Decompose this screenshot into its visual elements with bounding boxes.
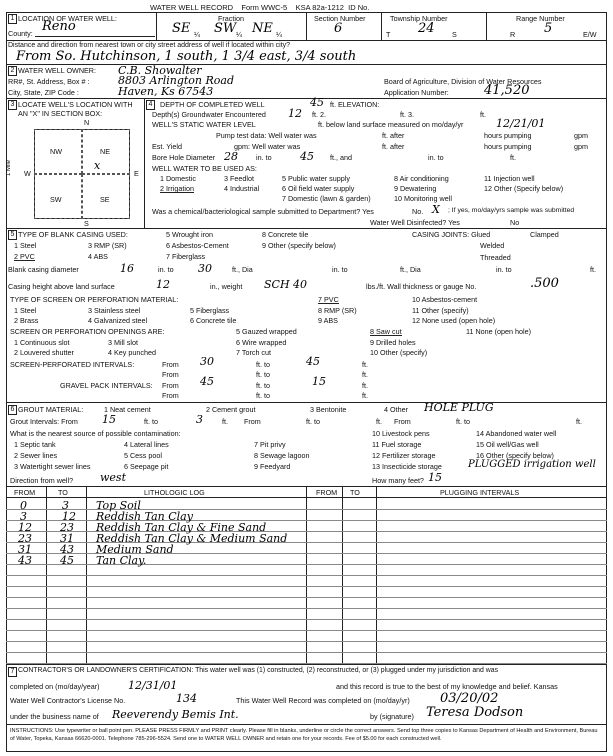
log-from: 0 bbox=[20, 499, 27, 512]
east-label: E bbox=[134, 169, 139, 178]
opening-key: 4 Key punched bbox=[108, 348, 156, 357]
divider bbox=[486, 12, 487, 40]
log-litho: Reddish Tan Clay & Fine Sand bbox=[96, 521, 267, 534]
license-value: 134 bbox=[176, 692, 197, 705]
township-prefix: T bbox=[386, 30, 391, 39]
city-value: Haven, Ks 67543 bbox=[118, 85, 214, 98]
log-from: 23 bbox=[18, 532, 32, 545]
divider bbox=[144, 98, 145, 228]
casing-rmp: 3 RMP (SR) bbox=[88, 241, 127, 250]
screen-asbestos: 10 Asbestos-cement bbox=[412, 295, 478, 304]
perf-ft-to: ft. to bbox=[256, 360, 270, 369]
opening-other: 10 Other (specify) bbox=[370, 348, 428, 357]
contam-livestock: 10 Livestock pens bbox=[372, 429, 430, 438]
static-label: WELL'S STATIC WATER LEVEL bbox=[152, 120, 256, 129]
contam-insecticide: 13 Insecticide storage bbox=[372, 462, 442, 471]
bore-ft2: ft. bbox=[510, 153, 516, 162]
screen-concrete: 6 Concrete tile bbox=[190, 316, 237, 325]
bore-ft: ft., and bbox=[330, 153, 352, 162]
height-label: Casing height above land surface bbox=[8, 282, 115, 291]
perf-to-value: 45 bbox=[306, 355, 320, 368]
opening-gauzed: 5 Gauzed wrapped bbox=[236, 327, 297, 336]
form-title: WATER WELL RECORD Form WWC-5 KSA 82a-1212 ID No. bbox=[150, 3, 370, 12]
log-to: 12 bbox=[62, 510, 76, 523]
grout-bentonite: 3 Bentonite bbox=[310, 405, 347, 414]
bore-label: Bore Hole Diameter bbox=[152, 153, 216, 162]
county-value: Reno bbox=[42, 19, 76, 34]
city-label: City, State, ZIP Code : bbox=[8, 88, 79, 97]
rule bbox=[6, 664, 607, 665]
yield-after: ft. after bbox=[382, 142, 405, 151]
use-irrigation: 2 Irrigation bbox=[160, 184, 194, 193]
township-label: Township Number bbox=[390, 14, 448, 23]
nw-label: NW bbox=[50, 147, 62, 156]
log-to-header: TO bbox=[58, 488, 68, 497]
blank-in-to: in. to bbox=[158, 265, 174, 274]
perf-ft-to-2: ft. to bbox=[256, 370, 270, 379]
direction-label: Direction from well? bbox=[10, 476, 74, 485]
rule bbox=[6, 402, 607, 403]
use-feedlot: 3 Feedlot bbox=[224, 174, 254, 183]
casing-abs: 4 ABS bbox=[88, 252, 108, 261]
township-value: 24 bbox=[418, 21, 435, 36]
disinfected-no: No bbox=[510, 218, 520, 227]
contam-watertight: 3 Watertight sewer lines bbox=[14, 462, 91, 471]
owner-label: WATER WELL OWNER: bbox=[18, 66, 96, 75]
north-label: N bbox=[84, 118, 90, 127]
weight-value: SCH 40 bbox=[264, 278, 308, 291]
use-industrial: 4 Industrial bbox=[224, 184, 260, 193]
contam-oilgas: 15 Oil well/Gas well bbox=[476, 440, 539, 449]
south-label: S bbox=[84, 219, 89, 228]
se-label: SE bbox=[100, 195, 110, 204]
joints-threaded: Threaded bbox=[480, 253, 511, 262]
grout-cement: 2 Cement grout bbox=[206, 405, 256, 414]
depth-unit: ft. ELEVATION: bbox=[330, 100, 380, 109]
sample-label: Was a chemical/bacteriological sample submitted to Department? Yes bbox=[152, 207, 374, 216]
county-underline bbox=[35, 36, 155, 37]
yield-label: Est. Yield bbox=[152, 142, 182, 151]
screen-stainless: 3 Stainless steel bbox=[88, 306, 141, 315]
sample-mark: X bbox=[432, 203, 440, 216]
address-label: RR#, St. Address, Box # : bbox=[8, 77, 90, 86]
completed-label: completed on (mo/day/year) bbox=[10, 682, 100, 691]
sample-tail: ; If yes, mo/day/yrs sample was submitted bbox=[448, 207, 575, 214]
contam-cess: 5 Cess pool bbox=[124, 451, 162, 460]
log-rule bbox=[6, 597, 607, 598]
lbs-label: lbs./ft. Wall thickness or gauge No. bbox=[366, 282, 477, 291]
depth-value: 45 bbox=[310, 96, 324, 109]
perf-from-label-2: From bbox=[162, 370, 179, 379]
opening-saw: 8 Saw cut bbox=[370, 327, 402, 336]
opening-none: 11 None (open hole) bbox=[466, 327, 531, 336]
contam-label: What is the nearest source of possible contamination: bbox=[10, 429, 181, 438]
grout-label: GROUT MATERIAL: bbox=[18, 405, 84, 414]
contam-fuel: 11 Fuel storage bbox=[372, 440, 422, 449]
contam-seepage: 6 Seepage pit bbox=[124, 462, 169, 471]
casing-concrete: 8 Concrete tile bbox=[262, 230, 309, 239]
contam-privy: 7 Pit privy bbox=[254, 440, 286, 449]
perf-ft: ft. bbox=[362, 360, 368, 369]
grout-from-value: 15 bbox=[102, 413, 116, 426]
township-dir: S bbox=[452, 30, 457, 39]
mile-label: 1 Mile bbox=[6, 160, 12, 177]
range-prefix: R bbox=[510, 30, 516, 39]
board-label: Board of Agriculture, Division of Water Resources bbox=[384, 77, 542, 86]
location-label: LOCATION OF WATER WELL: bbox=[18, 14, 117, 23]
use-domestic: 1 Domestic bbox=[160, 174, 196, 183]
gravel-ft-2: ft. bbox=[362, 391, 368, 400]
disinfected-label: Water Well Disinfected? Yes bbox=[370, 218, 460, 227]
grout-other-value: HOLE PLUG bbox=[424, 401, 494, 414]
grout-ft: ft. bbox=[222, 417, 228, 426]
log-from-header: FROM bbox=[14, 488, 36, 497]
section-2-number: 2 bbox=[8, 66, 17, 76]
location-mark: x bbox=[94, 159, 101, 172]
gravel-ft-to-2: ft. to bbox=[256, 391, 270, 400]
signature: Teresa Dodson bbox=[426, 705, 524, 720]
log-litho: Medium Sand bbox=[96, 543, 174, 556]
gravel-from-value: 45 bbox=[200, 375, 214, 388]
log-plug-header: PLUGGING INTERVALS bbox=[440, 488, 520, 497]
grout-other: 4 Other bbox=[384, 405, 408, 414]
log-to: 45 bbox=[60, 554, 74, 567]
fraction-2: SW bbox=[214, 21, 237, 36]
blank-in-to-3: in. to bbox=[496, 265, 512, 274]
use-lawn: 7 Domestic (lawn & garden) bbox=[282, 194, 371, 203]
use-monitoring: 10 Monitoring well bbox=[394, 194, 452, 203]
use-label: WELL WATER TO BE USED AS: bbox=[152, 164, 257, 173]
static-date: 12/21/01 bbox=[496, 117, 546, 130]
gw-ft-1: ft. 2. bbox=[312, 110, 326, 119]
height-in-weight: in., weight bbox=[210, 282, 243, 291]
rule bbox=[6, 98, 607, 99]
rule bbox=[6, 40, 607, 41]
rule bbox=[6, 724, 607, 725]
contam-abandoned: 14 Abandoned water well bbox=[476, 429, 557, 438]
quarter-mark: ¼ bbox=[194, 30, 200, 39]
quarter-mark: ¼ bbox=[236, 30, 242, 39]
plugged-note: PLUGGED irrigation well bbox=[468, 459, 596, 470]
log-from2-header: FROM bbox=[316, 488, 338, 497]
rule bbox=[6, 64, 607, 65]
blank-ft-dia-2: ft., Dia bbox=[400, 265, 421, 274]
bore-value: 28 bbox=[224, 150, 238, 163]
fraction-3: NE bbox=[252, 21, 273, 36]
use-other: 12 Other (Specify below) bbox=[484, 184, 564, 193]
grout-ft-to-2: ft. to bbox=[306, 417, 320, 426]
screen-brass: 2 Brass bbox=[14, 316, 39, 325]
gw-ft-2: ft. 3. bbox=[400, 110, 414, 119]
instructions: INSTRUCTIONS: Use typewriter or ball point pen. PLEASE PRESS FIRMLY and PRINT clearly. Please fill in blanks, underline or circle the correct answers. Send top three copies to Kansas Department of Health and Environment, Bureau of Water, Topeka, Kansas 66620-0001. Telephone 785-296-5524. Send one to WATER WELL OWNER and retain one for your records. Fee of $5.00 for each constructed well. bbox=[10, 728, 598, 742]
log-from: 31 bbox=[18, 543, 32, 556]
rule bbox=[6, 228, 607, 229]
signature-label: by (signature) bbox=[370, 712, 414, 721]
bore-in: in. to bbox=[256, 153, 272, 162]
height-value: 12 bbox=[156, 278, 170, 291]
casing-steel: 1 Steel bbox=[14, 241, 37, 250]
log-to: 43 bbox=[60, 543, 74, 556]
gw-ft-3: ft. bbox=[480, 110, 486, 119]
distance-label: Distance and direction from nearest town or city street address of well if located within city? bbox=[8, 42, 291, 49]
log-to: 23 bbox=[60, 521, 74, 534]
completed-tail: and this record is true to the best of my knowledge and belief. Kansas bbox=[336, 682, 558, 691]
contam-other: 16 Other (specify below) bbox=[476, 451, 554, 460]
certification-line: CONTRACTOR'S OR LANDOWNER'S CERTIFICATION: This water well was (1) constructed, (2) reconstructed, or (3) plugged under my jurisdiction and was bbox=[18, 667, 499, 674]
screen-type-label: TYPE OF SCREEN OR PERFORATION MATERIAL: bbox=[10, 295, 179, 304]
opening-torch: 7 Torch cut bbox=[236, 348, 272, 357]
gpm-1: gpm bbox=[574, 131, 588, 140]
log-litho: Tan Clay. bbox=[96, 554, 147, 567]
casing-wrought: 5 Wrought iron bbox=[166, 230, 214, 239]
divider bbox=[381, 12, 382, 40]
owner-value: C.B. Showalter bbox=[118, 64, 202, 77]
openings-label: SCREEN OR PERFORATION OPENINGS ARE: bbox=[10, 327, 165, 336]
grout-intervals-label: Grout Intervals: From bbox=[10, 417, 78, 426]
use-air: 8 Air conditioning bbox=[394, 174, 449, 183]
use-public: 5 Public water supply bbox=[282, 174, 350, 183]
section-6-number: 6 bbox=[8, 405, 17, 415]
grout-from-3: From bbox=[394, 417, 411, 426]
business-value: Reeverendy Bemis Int. bbox=[112, 708, 239, 721]
divider bbox=[156, 12, 157, 40]
section-number-value: 6 bbox=[334, 21, 343, 36]
grout-ft-to: ft. to bbox=[144, 417, 158, 426]
opening-drilled: 9 Drilled holes bbox=[370, 338, 416, 347]
quarter-mark: ¼ bbox=[276, 30, 282, 39]
west-label: W bbox=[24, 169, 31, 178]
casing-pvc: 2 PVC bbox=[14, 252, 35, 261]
log-from: 43 bbox=[18, 554, 32, 567]
application-label: Application Number: bbox=[384, 88, 449, 97]
ne-label: NE bbox=[100, 147, 110, 156]
log-to: 3 bbox=[62, 499, 69, 512]
opening-mill: 3 Mill slot bbox=[108, 338, 138, 347]
grout-ft-2: ft. bbox=[376, 417, 382, 426]
screen-none: 12 None used (open hole) bbox=[412, 316, 496, 325]
screen-galvanized: 4 Galvanized steel bbox=[88, 316, 148, 325]
grout-ft-to-3: ft. to bbox=[456, 417, 470, 426]
groundwater-label: Depth(s) Groundwater Encountered bbox=[152, 110, 266, 119]
casing-asbestos: 6 Asbestos-Cement bbox=[166, 241, 229, 250]
business-label: under the business name of bbox=[10, 712, 99, 721]
blank-ft: ft. bbox=[590, 265, 596, 274]
perf-from-value: 30 bbox=[200, 355, 214, 368]
log-litho: Top Soil bbox=[96, 499, 141, 512]
screen-other: 11 Other (specify) bbox=[412, 306, 469, 315]
blank-to-value: 30 bbox=[198, 262, 212, 275]
record-date: 03/20/02 bbox=[440, 691, 499, 706]
use-injection: 11 Injection well bbox=[484, 174, 535, 183]
range-label: Range Number bbox=[516, 14, 565, 23]
log-rule bbox=[6, 619, 607, 620]
gravel-to-value: 15 bbox=[312, 375, 326, 388]
range-value: 5 bbox=[544, 21, 553, 36]
depth-label: DEPTH OF COMPLETED WELL bbox=[160, 100, 265, 109]
screen-abs: 9 ABS bbox=[318, 316, 338, 325]
gravel-from-label: From bbox=[162, 381, 179, 390]
fraction-1: SE bbox=[172, 21, 191, 36]
application-value: 41,520 bbox=[484, 83, 530, 98]
joints-clamped: Clamped bbox=[530, 230, 559, 239]
contam-feedyard: 9 Feedyard bbox=[254, 462, 291, 471]
use-dewatering: 9 Dewatering bbox=[394, 184, 437, 193]
log-rule bbox=[6, 575, 607, 576]
contam-fertilizer: 12 Fertilizer storage bbox=[372, 451, 436, 460]
log-rule bbox=[6, 608, 607, 609]
log-litho: Reddish Tan Clay bbox=[96, 510, 193, 523]
sw-label: SW bbox=[50, 195, 62, 204]
section-5-number: 5 bbox=[8, 230, 17, 240]
blank-dia-label: Blank casing diameter bbox=[8, 265, 79, 274]
distance-value: From So. Hutchinson, 1 south, 1 3/4 east, 3/4 south bbox=[16, 49, 357, 64]
section-7-number: 7 bbox=[8, 667, 17, 677]
screen-pvc: 7 PVC bbox=[318, 295, 339, 304]
opening-wire: 6 Wire wrapped bbox=[236, 338, 287, 347]
locate-label: LOCATE WELL'S LOCATION WITH bbox=[18, 100, 133, 109]
screen-rmp: 8 RMP (SR) bbox=[318, 306, 357, 315]
blank-dia-value: 16 bbox=[120, 262, 134, 275]
casing-type-label: TYPE OF BLANK CASING USED: bbox=[18, 230, 128, 239]
joints-label: CASING JOINTS: Glued bbox=[412, 230, 491, 239]
feet-label: How many feet? bbox=[372, 476, 424, 485]
pump-hours: hours pumping bbox=[484, 131, 532, 140]
grout-neat: 1 Neat cement bbox=[104, 405, 151, 414]
casing-other: 9 Other (specify below) bbox=[262, 241, 336, 250]
bore-to: 45 bbox=[300, 150, 314, 163]
casing-fiberglass: 7 Fiberglass bbox=[166, 252, 206, 261]
record-label: This Water Well Record was completed on (mo/day/yr) bbox=[236, 696, 410, 705]
section-number-label: Section Number bbox=[314, 14, 366, 23]
log-to2-header: TO bbox=[350, 488, 360, 497]
gpm-2: gpm bbox=[574, 142, 588, 151]
pump-label: Pump test data: Well water was bbox=[216, 131, 317, 140]
contam-lagoon: 8 Sewage lagoon bbox=[254, 451, 310, 460]
perf-from-label: From bbox=[162, 360, 179, 369]
joints-welded: Welded bbox=[480, 241, 505, 250]
section-1-number: 1 bbox=[8, 14, 17, 24]
log-from: 12 bbox=[18, 521, 32, 534]
gravel-from-label-2: From bbox=[162, 391, 179, 400]
range-dir: E/W bbox=[583, 30, 597, 39]
grout-from-2: From bbox=[244, 417, 261, 426]
log-rule bbox=[6, 652, 607, 653]
locate-label-2: AN "X" IN SECTION BOX: bbox=[18, 109, 103, 118]
grout-ft-3: ft. bbox=[576, 417, 582, 426]
static-text: ft. below land surface measured on mo/day/yr bbox=[318, 120, 464, 129]
use-oilfield: 6 Oil field water supply bbox=[282, 184, 355, 193]
log-litho-header: LITHOLOGIC LOG bbox=[144, 488, 205, 497]
sample-no: No. bbox=[412, 207, 424, 216]
divider bbox=[306, 12, 307, 40]
contam-sewer: 2 Sewer lines bbox=[14, 451, 58, 460]
section-4-number: 4 bbox=[146, 100, 155, 110]
screen-fiberglass: 5 Fiberglass bbox=[190, 306, 230, 315]
feet-value: 15 bbox=[428, 471, 442, 484]
direction-value: west bbox=[100, 471, 126, 484]
grout-to-value: 3 bbox=[196, 413, 203, 426]
contam-septic: 1 Septic tank bbox=[14, 440, 56, 449]
log-rule bbox=[6, 630, 607, 631]
screen-steel: 1 Steel bbox=[14, 306, 37, 315]
pump-after: ft. after bbox=[382, 131, 405, 140]
log-from: 3 bbox=[20, 510, 27, 523]
address-value: 8803 Arlington Road bbox=[118, 74, 234, 87]
completed-value: 12/31/01 bbox=[128, 679, 178, 692]
yield-hours: hours pumping bbox=[484, 142, 532, 151]
gravel-ft: ft. bbox=[362, 381, 368, 390]
contam-lateral: 4 Lateral lines bbox=[124, 440, 169, 449]
blank-ft-dia: ft., Dia bbox=[232, 265, 253, 274]
yield-text: gpm: Well water was bbox=[234, 142, 301, 151]
opening-louvered: 2 Louvered shutter bbox=[14, 348, 74, 357]
log-to: 31 bbox=[60, 532, 74, 545]
fraction-label: Fraction bbox=[218, 14, 244, 23]
log-rule bbox=[6, 586, 607, 587]
gauge-value: .500 bbox=[530, 276, 559, 291]
gravel-ft-to: ft. to bbox=[256, 381, 270, 390]
section-3-number: 3 bbox=[8, 100, 17, 110]
log-rule bbox=[6, 641, 607, 642]
blank-in-to-2: in. to bbox=[332, 265, 348, 274]
license-label: Water Well Contractor's License No. bbox=[10, 696, 126, 705]
gravel-label: GRAVEL PACK INTERVALS: bbox=[60, 381, 153, 390]
opening-continuous: 1 Continuous slot bbox=[14, 338, 70, 347]
county-label: County: bbox=[8, 29, 33, 38]
perf-ft-2: ft. bbox=[362, 370, 368, 379]
bore-in2: in. to bbox=[428, 153, 444, 162]
groundwater-1: 12 bbox=[288, 107, 302, 120]
perf-label: SCREEN-PERFORATED INTERVALS: bbox=[10, 360, 135, 369]
log-litho: Reddish Tan Clay & Medium Sand bbox=[96, 532, 288, 545]
